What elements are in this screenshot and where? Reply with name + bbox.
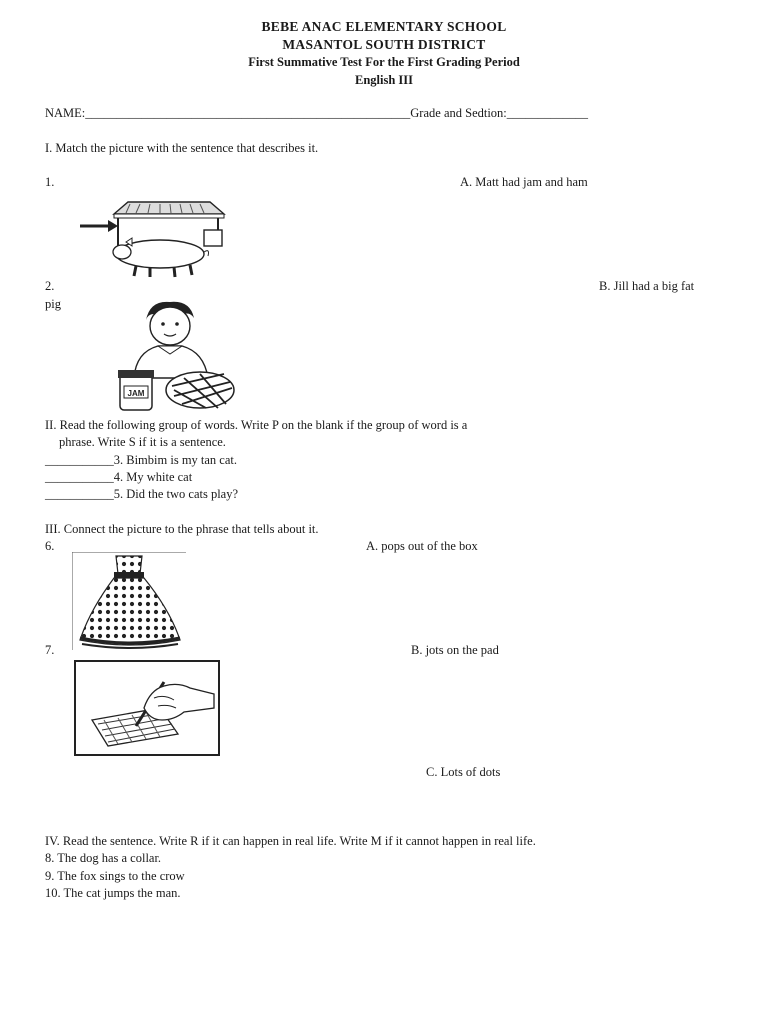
- part2-item-4[interactable]: ___________4. My white cat: [45, 470, 193, 484]
- jam-label: JAM: [127, 389, 145, 398]
- part3-instruction: III. Connect the picture to the phrase that tells about it.: [45, 522, 319, 536]
- boy-jam-ham-picture: [112, 298, 240, 412]
- item-2-number: 2.: [45, 279, 55, 293]
- part4-instruction: IV. Read the sentence. Write R if it can happen in real life. Write M if it cannot happen in real life.: [45, 834, 536, 848]
- part3-choice-a: A. pops out of the box: [366, 539, 478, 553]
- part2-item-3[interactable]: ___________3. Bimbim is my tan cat.: [45, 453, 238, 467]
- part1-choice-a: A. Matt had jam and ham: [460, 175, 588, 189]
- part4-item-10: 10. The cat jumps the man.: [45, 886, 181, 900]
- district-name: MASANTOL SOUTH DISTRICT: [282, 37, 486, 52]
- item-1-number: 1.: [45, 175, 55, 189]
- test-title: First Summative Test For the First Grading Period: [248, 55, 520, 69]
- part3-choice-c: C. Lots of dots: [426, 765, 501, 779]
- grade-blank[interactable]: _____________: [506, 106, 589, 120]
- part2-instruction-line2: phrase. Write S if it is a sentence.: [59, 435, 226, 449]
- school-name: BEBE ANAC ELEMENTARY SCHOOL: [261, 19, 507, 34]
- subject-title: English III: [354, 73, 414, 87]
- part2-item-5[interactable]: ___________5. Did the two cats play?: [45, 487, 239, 501]
- item-7-number: 7.: [45, 643, 55, 657]
- name-line: [45, 106, 588, 121]
- part1-choice-b: B. Jill had a big fat: [599, 279, 695, 293]
- part2-instruction-line1: II. Read the following group of words. Write P on the blank if the group of word is a: [45, 418, 468, 432]
- part4-item-8: 8. The dog has a collar.: [45, 851, 162, 865]
- name-blank[interactable]: ____________________________________________________: [85, 106, 411, 120]
- name-label: NAME:: [45, 106, 86, 120]
- pig-pen-picture: [78, 198, 226, 280]
- grade-label: Grade and Sedtion:: [410, 106, 507, 120]
- item-6-number: 6.: [45, 539, 55, 553]
- part4-item-9: 9. The fox sings to the crow: [45, 869, 185, 883]
- part1-choice-b-cont: pig: [45, 297, 61, 311]
- part3-choice-b: B. jots on the pad: [411, 643, 499, 657]
- writing-hand-picture: [74, 660, 220, 756]
- polka-dot-dress-picture: [72, 552, 188, 652]
- part1-instruction: I. Match the picture with the sentence that describes it.: [45, 141, 319, 155]
